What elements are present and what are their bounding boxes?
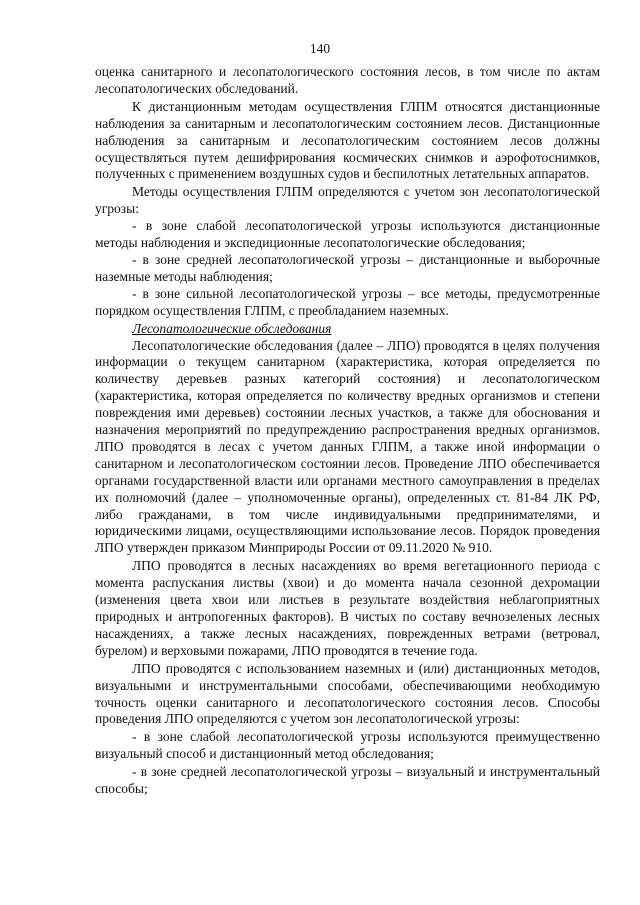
section-heading: Лесопатологические обследования <box>132 320 332 336</box>
paragraph-remote-methods: К дистанционным методам осуществления ГЛПМ относятся дистанционные наблюдения за санитарным и лесопатологическим состоянием лесов. Дистанционные наблюдения за санитарным и лесопатологическим состоянием лесов должны осуществляться путем дешифрирования космических снимков и аэрофотоснимков, полученных с применением воздушных судов и беспилотных летательных аппаратов. <box>95 98 600 182</box>
page-number: 140 <box>309 41 331 56</box>
list-item-lpo-medium-threat: - в зоне средней лесопатологической угрозы – визуальный и инструментальный способы; <box>95 764 600 797</box>
paragraph-continuation: оценка санитарного и лесопатологического состояния лесов, в том числе по актам лесопатологических обследований. <box>95 64 600 96</box>
list-item-medium-threat: - в зоне средней лесопатологической угрозы – дистанционные и выборочные наземные методы наблюдения; <box>95 251 600 284</box>
paragraph-lpo-methods: ЛПО проводятся с использованием наземных и (или) дистанционных методов, визуальными и инструментальными способами, обеспечивающими необходимую точность оценки санитарного и лесопатологического состояния лесов. Способы проведения ЛПО определяются с учетом зон лесопатологической угрозы: <box>95 660 600 727</box>
list-item-strong-threat: - в зоне сильной лесопатологической угрозы – все методы, предусмотренные порядком осуществления ГЛПМ, с преобладанием наземных. <box>95 285 600 318</box>
document-body <box>95 64 600 798</box>
list-item-lpo-weak-threat: - в зоне слабой лесопатологической угрозы используются преимущественно визуальный способ и дистанционный метод обследования; <box>95 729 600 762</box>
paragraph-methods-intro: Методы осуществления ГЛПМ определяются с учетом зон лесопатологической угрозы: <box>95 184 600 217</box>
list-item-weak-threat: - в зоне слабой лесопатологической угрозы используются дистанционные методы наблюдения и экспедиционные лесопатологические обследования; <box>95 218 600 251</box>
paragraph-lpo-definition: Лесопатологические обследования (далее – ЛПО) проводятся в целях получения информации о текущем санитарном (характеристика, которая определяется по количеству деревьев разных категорий состояния) и лесопатологическом (характеристика, которая определяется по количеству вредных организмов и степени повреждения ими деревьев) состоянии лесных участков, а также для обоснования и назначения мероприятий по предупреждению распространения вредных организмов. ЛПО проводятся в лесах с учетом данных ГЛПМ, а также иной информации о санитарном и лесопатологическом состоянии лесов. Проведение ЛПО обеспечивается органами государственной власти или органами местного самоуправления в пределах их полномочий (далее – уполномоченные органы), определенных ст. 81-84 ЛК РФ, либо гражданами, в том числе индивидуальными предпринимателями, и юридическими лицами, осуществляющими использование лесов. Порядок проведения ЛПО утвержден приказом Минприроды России от 09.11.2020 № 910. <box>95 337 600 556</box>
paragraph-lpo-timing: ЛПО проводятся в лесных насаждениях во время вегетационного периода с момента распускания листвы (хвои) и до момента начала сезонной дехромации (изменения цвета хвои или листьев в результате воздействия неблагоприятных природных и антропогенных факторов). В чистых по составу вечнозеленых лесных насаждениях, а также лесных насаждениях, поврежденных ветрами (ветровал, бурелом) и верховыми пожарами, ЛПО проводятся в течение года. <box>95 558 600 658</box>
